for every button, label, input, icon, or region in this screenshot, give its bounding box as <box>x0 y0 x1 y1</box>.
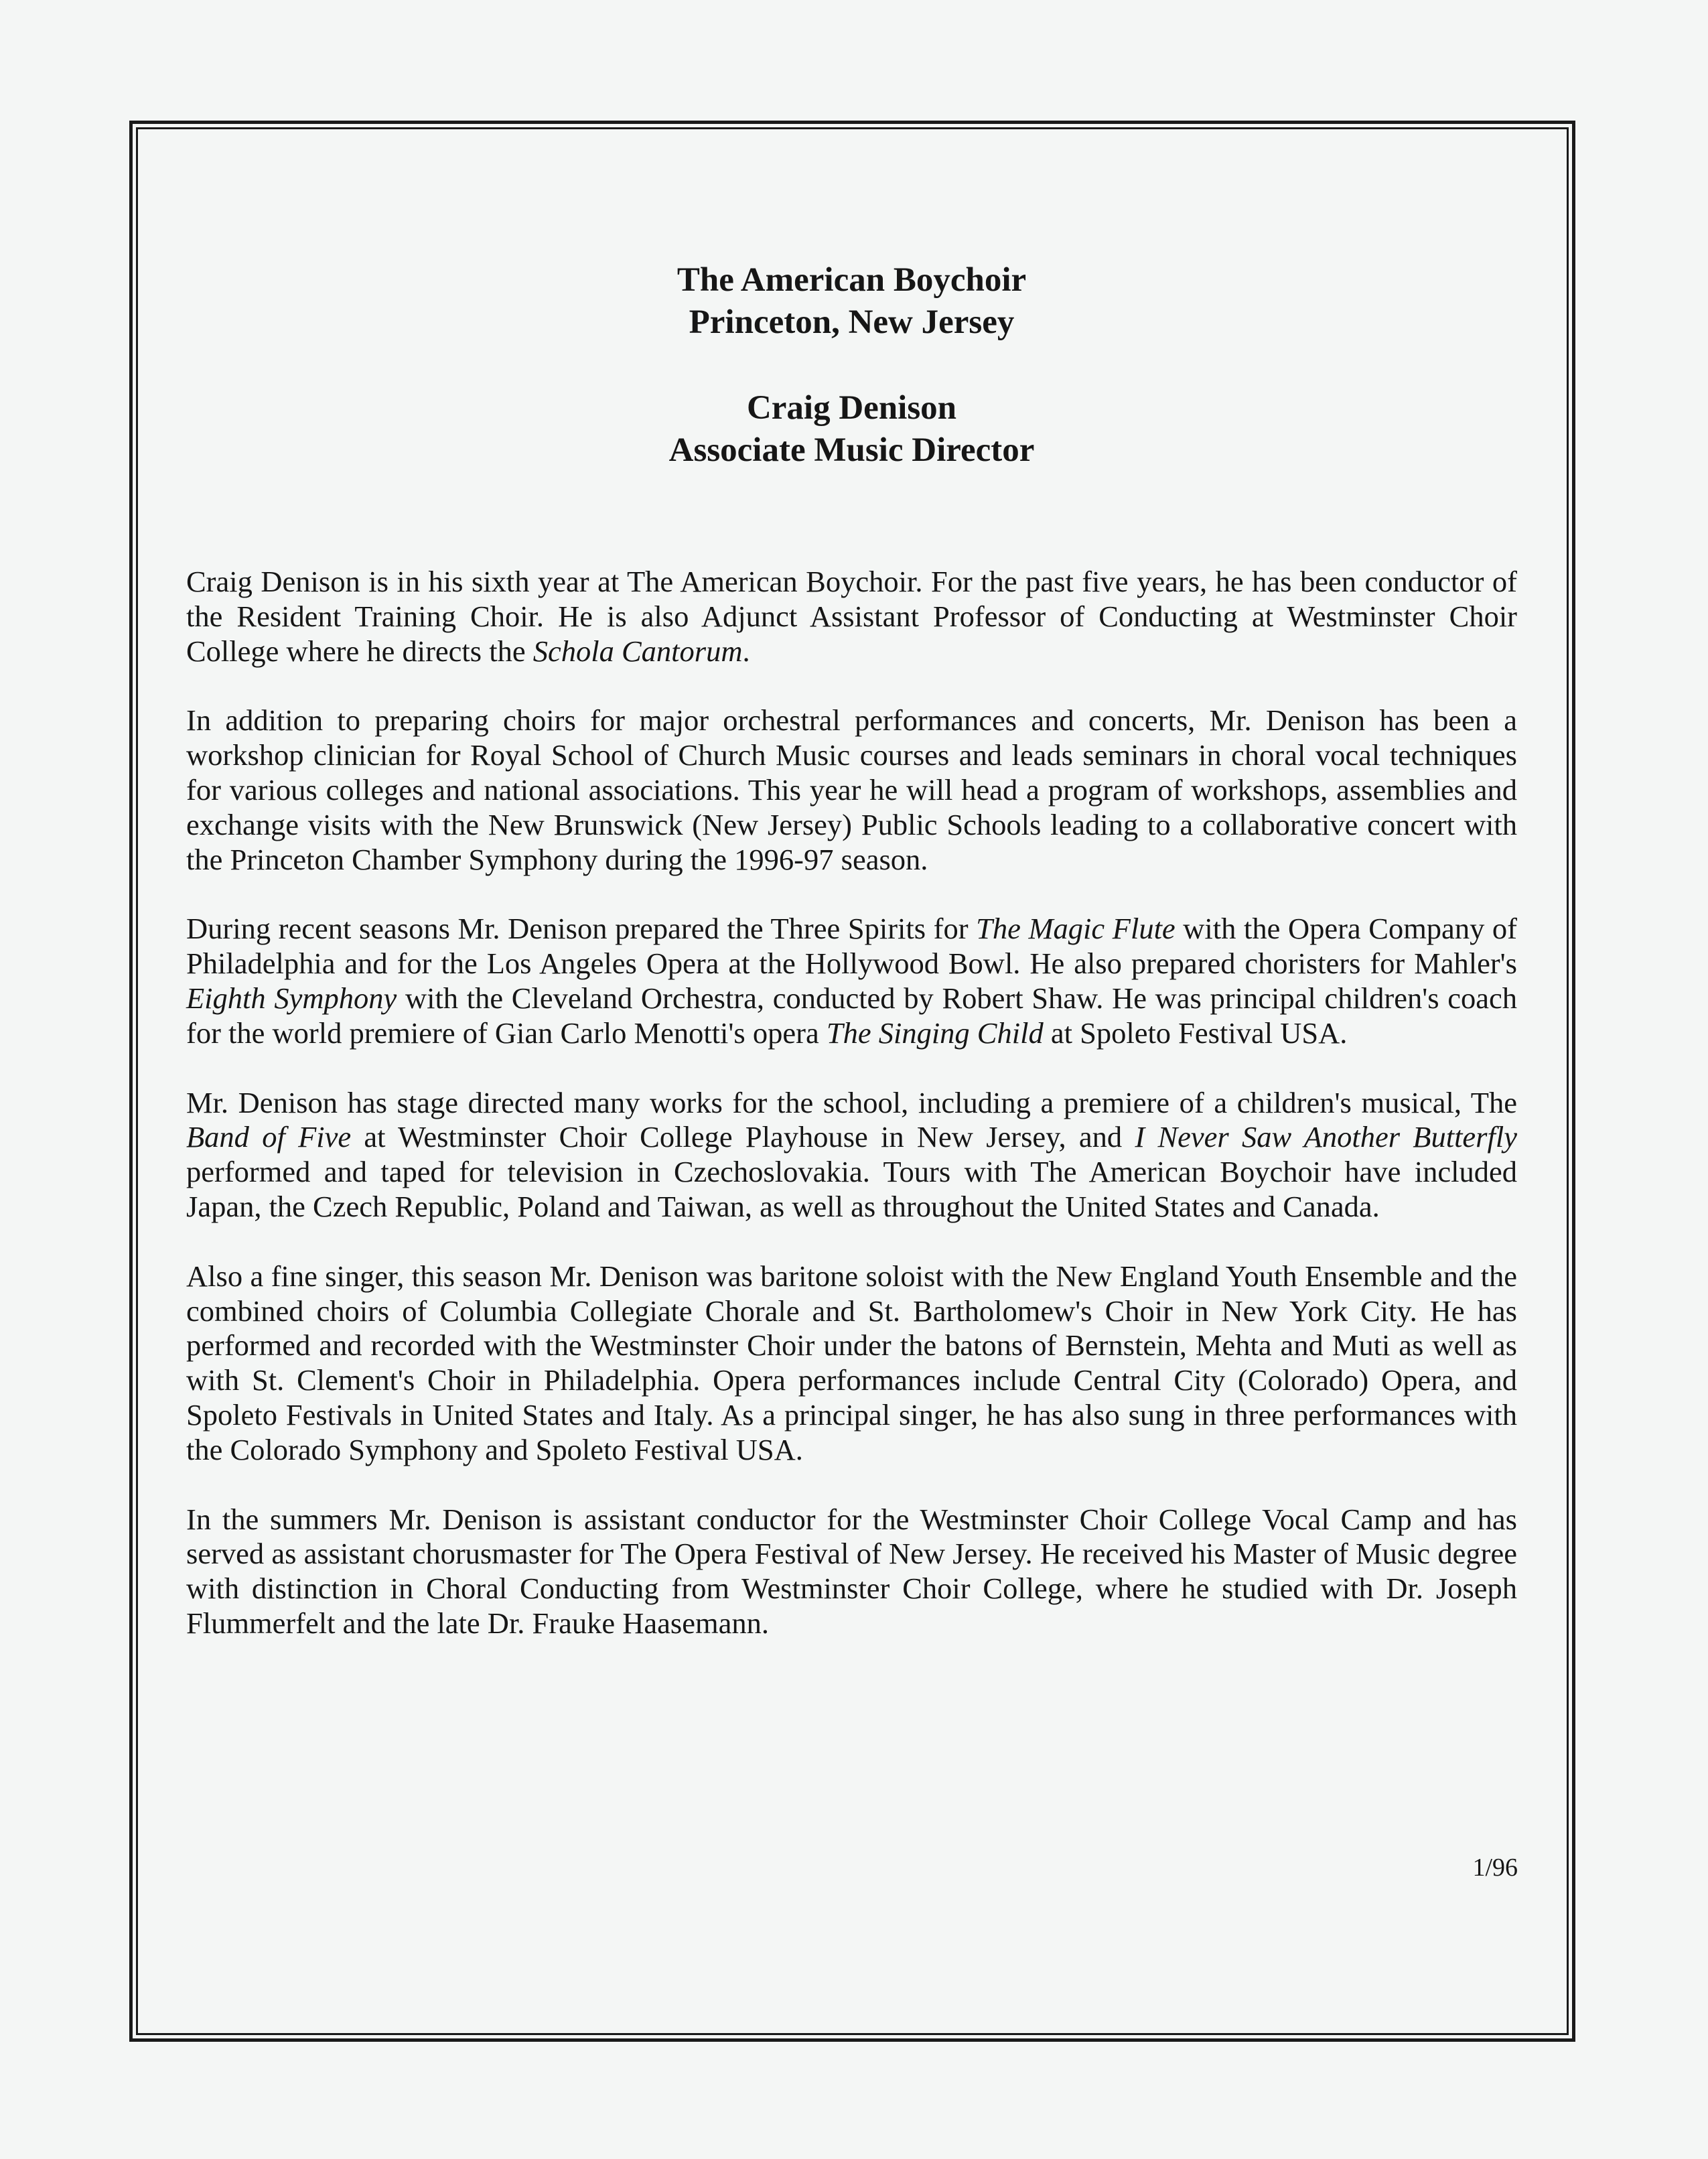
ensemble-title: Schola Cantorum <box>532 634 743 668</box>
organization-location: Princeton, New Jersey <box>689 303 1015 341</box>
work-title: Eighth Symphony <box>186 981 397 1015</box>
work-title: The Singing Child <box>826 1016 1044 1050</box>
organization-heading <box>186 259 1517 344</box>
bio-text: . <box>742 634 750 668</box>
bio-text: Mr. Denison has stage directed many works for the school, including a premiere of a children's musical, The <box>186 1085 1517 1119</box>
document-date-code: 1/96 <box>1472 1854 1518 1882</box>
bio-paragraph-1 <box>186 565 1517 669</box>
work-title: Band of Five <box>186 1120 352 1154</box>
bio-text: Craig Denison is in his sixth year at The American Boychoir. For the past five years, he has been conductor of the Resident Training Choir. He is also Adjunct Assistant Professor of Conducting at Westminster Choir College where he directs the <box>186 565 1517 668</box>
bio-text: with the Opera Company of Philadelphia and for the Los Angeles Opera at the Hollywood Bowl. He also prepared choristers for Mahler's <box>186 912 1517 981</box>
organization-name: The American Boychoir <box>677 261 1027 299</box>
biography <box>186 565 1517 1641</box>
bio-text: In the summers Mr. Denison is assistant conductor for the Westminster Choir College Vocal Camp and has served as assistant chorusmaster for The Opera Festival of New Jersey. He received his Master of Music degree with distinction in Choral Conducting from Westminster Choir College, where he studied with Dr. Joseph Flummerfelt and the late Dr. Frauke Haasemann. <box>186 1502 1517 1640</box>
bio-paragraph-2 <box>186 703 1517 877</box>
bio-text: at Westminster Choir College Playhouse in New Jersey, and <box>351 1120 1135 1154</box>
bio-paragraph-4 <box>186 1086 1517 1225</box>
work-title: I Never Saw Another Butterfly <box>1135 1120 1517 1154</box>
bio-text: Also a fine singer, this season Mr. Denison was baritone soloist with the New England Youth Ensemble and the combined choirs of Columbia Collegiate Chorale and St. Bartholomew's Choir in New York City. He has performed and recorded with the Westminster Choir under the batons of Bernstein, Mehta and Muti as well as with St. Clement's Choir in Philadelphia. Opera performances include Central City (Colorado) Opera, and Spoleto Festivals in United States and Italy. As a principal singer, he has also sung in three performances with the Colorado Symphony and Spoleto Festival USA. <box>186 1259 1517 1466</box>
person-title: Associate Music Director <box>668 431 1035 469</box>
person-name: Craig Denison <box>746 389 957 427</box>
bio-text: During recent seasons Mr. Denison prepared the Three Spirits for <box>186 912 977 946</box>
bio-text: at Spoleto Festival USA. <box>1043 1016 1348 1050</box>
work-title: The Magic Flute <box>976 912 1176 946</box>
bio-text: In addition to preparing choirs for major orchestral performances and concerts, Mr. Denison has been a workshop clinician for Royal School of Church Music courses and leads seminars in choral vocal techniques for various colleges and national associations. This year he will head a program of workshops, assemblies and exchange visits with the New Brunswick (New Jersey) Public Schools leading to a collaborative concert with the Princeton Chamber Symphony during the 1996-97 season. <box>186 703 1517 876</box>
bio-paragraph-5 <box>186 1259 1517 1468</box>
bio-paragraph-6 <box>186 1503 1517 1641</box>
bio-text: with the Cleveland Orchestra, conducted by Robert Shaw. He was principal children's coach for the world premiere of Gian Carlo Menotti's opera <box>186 981 1517 1050</box>
bio-text: performed and taped for television in Czechoslovakia. Tours with The American Boychoir have included Japan, the Czech Republic, Poland and Taiwan, as well as throughout the United States and Canada. <box>186 1155 1517 1223</box>
bio-paragraph-3 <box>186 912 1517 1050</box>
person-heading <box>186 387 1517 472</box>
